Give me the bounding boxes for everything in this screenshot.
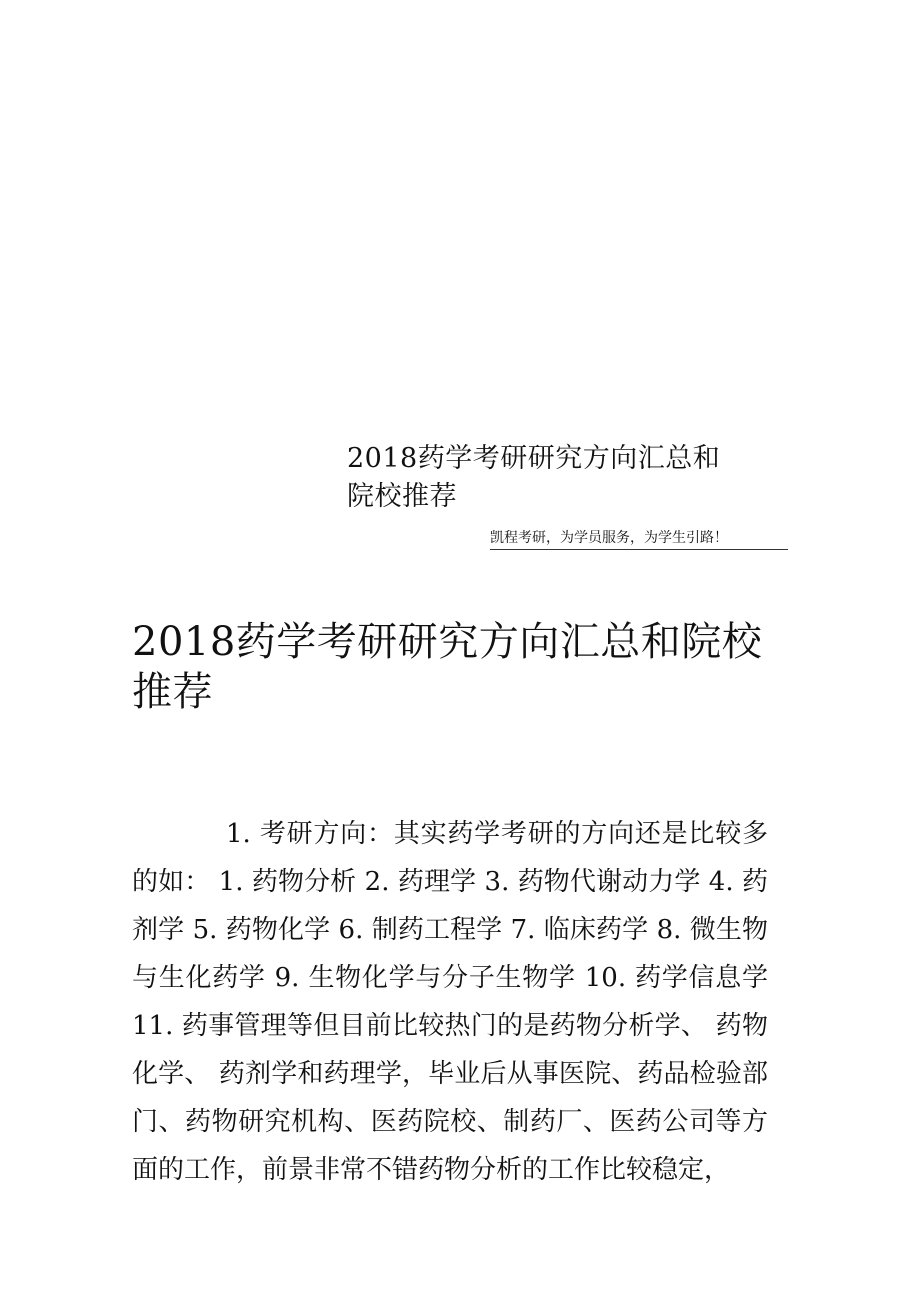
body-paragraph: 1. 考研方向：其实药学考研的方向还是比较多的如： 1. 药物分析 2. 药理学 3. 药物代谢动力学 4. 药剂学 5. 药物化学 6. 制药工程学 7. 临床药学 8. 微生物与生化药学 9. 生物化学与分子生物学 10. 药学信息学 11. 药事管理等但目前比较热门的是药物分析学、 药物化学、 药剂学和药理学，毕业后从事医院、药品检验部门、药物研究机构、医药院校、制药厂、医药公司等方面的工作，前景非常不错药物分析的工作比较稳定， [132, 819, 768, 1185]
header-slogan: 凯程考研，为学员服务，为学生引路！ [490, 528, 788, 550]
header-title: 2018药学考研研究方向汇总和院校推荐 [347, 443, 721, 512]
document-title: 2018药学考研研究方向汇总和院校推荐 [132, 619, 763, 715]
